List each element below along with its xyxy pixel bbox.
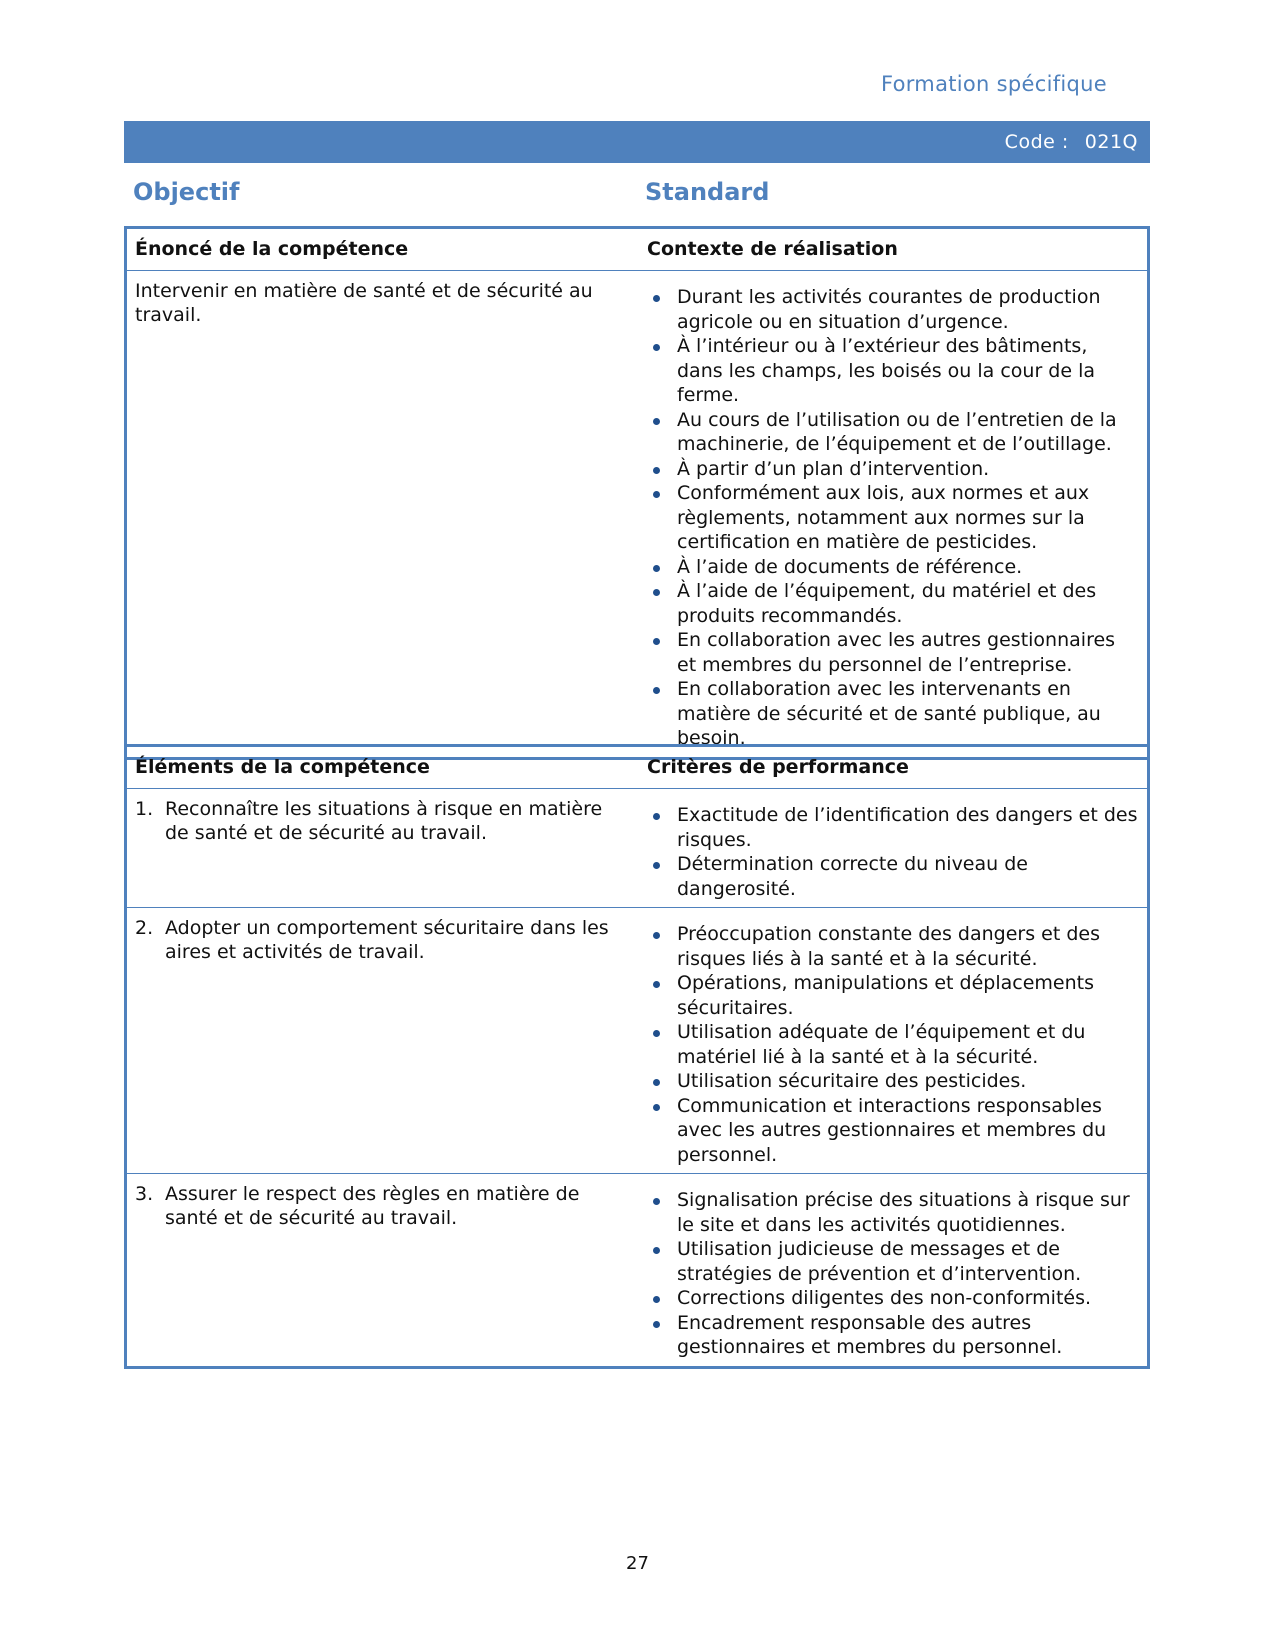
- bullet-icon: [653, 1296, 660, 1303]
- code-value: 021Q: [1084, 131, 1138, 153]
- list-item: Signalisation précise des situations à risque sur le site et dans les activités quotidiennes.: [647, 1188, 1139, 1237]
- bullet-icon: [653, 565, 660, 572]
- list-item: Encadrement responsable des autres gestionnaires et membres du personnel.: [647, 1311, 1139, 1360]
- list-item: Au cours de l’utilisation ou de l’entretien de la machinerie, de l’équipement et de l’outillage.: [647, 408, 1139, 457]
- bullet-icon: [653, 687, 660, 694]
- bullet-icon: [653, 862, 660, 869]
- criteria-column-header: Critères de performance: [647, 756, 909, 778]
- bullet-icon: [653, 1030, 660, 1037]
- table-row: [127, 1173, 1147, 1366]
- bullet-icon: [653, 589, 660, 596]
- list-item: Utilisation sécuritaire des pesticides.: [647, 1069, 1139, 1094]
- list-item: À l’aide de documents de référence.: [647, 555, 1139, 580]
- list-item: À l’intérieur ou à l’extérieur des bâtiments, dans les champs, les boisés ou la cour de la ferme.: [647, 334, 1139, 408]
- bullet-icon: [653, 1104, 660, 1111]
- criteria-list: [647, 1188, 1139, 1360]
- competence-statement: Intervenir en matière de santé et de sécurité au travail.: [135, 280, 593, 326]
- list-item: Détermination correcte du niveau de dangerosité.: [647, 852, 1139, 901]
- list-item: Corrections diligentes des non-conformités.: [647, 1286, 1139, 1311]
- bullet-icon: [653, 981, 660, 988]
- bullet-icon: [653, 1321, 660, 1328]
- element-text: Adopter un comportement sécuritaire dans les aires et activités de travail.: [165, 917, 609, 963]
- criteria-list: [647, 803, 1139, 901]
- list-item: Conformément aux lois, aux normes et aux règlements, notamment aux normes sur la certification en matière de pesticides.: [647, 481, 1139, 555]
- competence-element: [135, 797, 631, 845]
- element-number: 1.: [135, 798, 154, 820]
- competence-element: [135, 916, 631, 964]
- context-column-header: Contexte de réalisation: [647, 238, 898, 260]
- page-number: 27: [626, 1553, 649, 1574]
- table-row: [127, 907, 1147, 1173]
- bullet-icon: [653, 418, 660, 425]
- bullet-icon: [653, 1198, 660, 1205]
- element-number: 3.: [135, 1183, 154, 1205]
- list-item: Opérations, manipulations et déplacements sécuritaires.: [647, 971, 1139, 1020]
- document-header-title: Formation spécifique: [880, 72, 1107, 96]
- table-row: [127, 270, 1147, 757]
- code-bar: [124, 121, 1150, 163]
- bullet-icon: [653, 1079, 660, 1086]
- criteria-list: [647, 922, 1139, 1167]
- list-item: En collaboration avec les autres gestionnaires et membres du personnel de l’entreprise.: [647, 628, 1139, 677]
- list-item: À l’aide de l’équipement, du matériel et des produits recommandés.: [647, 579, 1139, 628]
- bullet-icon: [653, 638, 660, 645]
- element-text: Reconnaître les situations à risque en matière de santé et de sécurité au travail.: [165, 798, 603, 844]
- bullet-icon: [653, 467, 660, 474]
- element-number: 2.: [135, 917, 154, 939]
- statement-column-header: Énoncé de la compétence: [135, 238, 409, 260]
- list-item: Exactitude de l’identification des dangers et des risques.: [647, 803, 1139, 852]
- list-item: Préoccupation constante des dangers et des risques liés à la santé et à la sécurité.: [647, 922, 1139, 971]
- code-label: Code :: [1004, 131, 1069, 153]
- list-item: Utilisation judicieuse de messages et de stratégies de prévention et d’intervention.: [647, 1237, 1139, 1286]
- bullet-icon: [653, 344, 660, 351]
- table-header-row: [127, 229, 1147, 270]
- table-row: [127, 788, 1147, 907]
- elements-column-header: Éléments de la compétence: [135, 756, 430, 778]
- objectif-heading: Objectif: [133, 178, 240, 206]
- competence-statement-table: [124, 226, 1150, 760]
- list-item: En collaboration avec les intervenants en matière de sécurité et de santé publique, au besoin.: [647, 677, 1139, 751]
- standard-heading: Standard: [645, 178, 770, 206]
- list-item: Durant les activités courantes de production agricole ou en situation d’urgence.: [647, 285, 1139, 334]
- bullet-icon: [653, 813, 660, 820]
- table-header-row: [127, 747, 1147, 788]
- element-text: Assurer le respect des règles en matière de santé et de sécurité au travail.: [165, 1183, 580, 1229]
- bullet-icon: [653, 295, 660, 302]
- bullet-icon: [653, 1247, 660, 1254]
- performance-criteria-table: [124, 744, 1150, 1369]
- list-item: À partir d’un plan d’intervention.: [647, 457, 1139, 482]
- competence-element: [135, 1182, 631, 1230]
- bullet-icon: [653, 932, 660, 939]
- list-item: Utilisation adéquate de l’équipement et du matériel lié à la santé et à la sécurité.: [647, 1020, 1139, 1069]
- bullet-icon: [653, 491, 660, 498]
- list-item: Communication et interactions responsables avec les autres gestionnaires et membres du personnel.: [647, 1094, 1139, 1168]
- context-cell: [639, 271, 1147, 757]
- context-list: [647, 285, 1139, 751]
